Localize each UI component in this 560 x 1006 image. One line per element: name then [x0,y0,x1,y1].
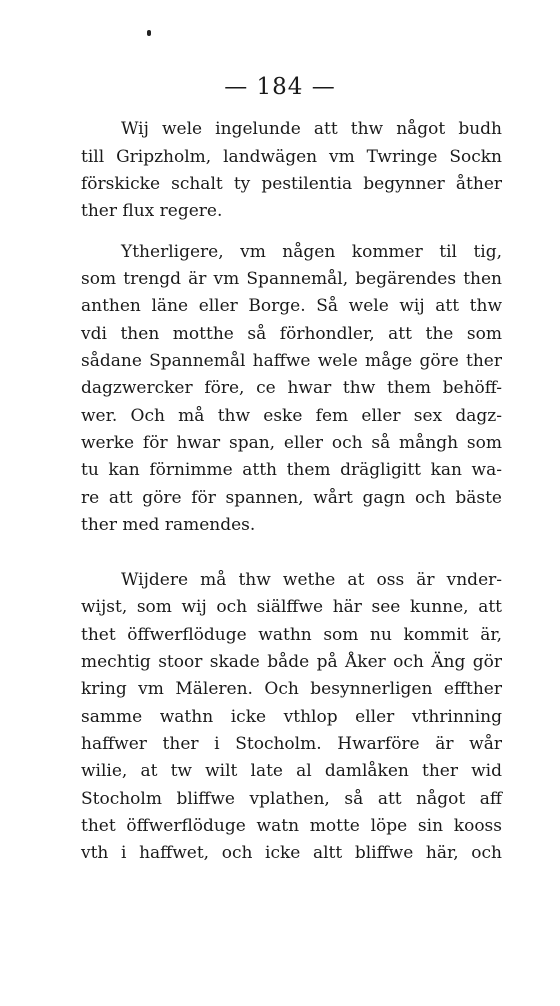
text-line: re att göre för spannen, wårt gagn och bäste [81,488,502,508]
text-line: haffwer ther i Stocholm. Hwarföre är wår [81,734,502,754]
text-line: vth i haffwet, och icke altt bliffwe här, och [81,843,502,863]
text-line: Wij wele ingelunde att thw något budh [121,119,502,139]
text-line: anthen läne eller Borge. Så wele wij att thw [81,296,502,316]
ink-speck [147,30,151,36]
text-line: wer. Och må thw eske fem eller sex dagz- [81,406,502,426]
text-line: ther flux regere. [81,201,223,221]
text-line: mechtig stoor skade både på Åker och Äng gör [81,652,502,672]
text-line: förskicke schalt ty pestilentia begynner åther [81,174,502,194]
text-line: kring vm Mäleren. Och besynnerligen effther [81,679,502,699]
text-line: som trengd är vm Spannemål, begärendes then [81,269,502,289]
text-line: thet öffwerflöduge wathn som nu kommit är, [81,625,502,645]
text-line: ther med ramendes. [81,515,256,535]
page-number: — 184 — [224,74,336,100]
text-line: dagzwercker före, ce hwar thw them behöff- [81,378,502,398]
text-line: wilie, at tw wilt late al damlåken ther wid [81,761,502,781]
text-line: samme wathn icke vthlop eller vthrinning [81,707,502,727]
text-line: Stocholm bliffwe vplathen, så att något aff [81,789,502,809]
text-line: wijst, som wij och siälffwe här see kunne, att [81,597,502,617]
text-line: werke för hwar span, eller och så mångh som [81,433,502,453]
text-line: sådane Spannemål haffwe wele måge göre ther [81,351,502,371]
text-line: Ytherligere, vm någen kommer til tig, [121,242,502,262]
text-line: Wijdere må thw wethe at oss är vnder- [121,570,502,590]
text-line: thet öffwerflöduge watn motte löpe sin kooss [81,816,502,836]
text-line: vdi then motthe så förhondler, att the som [81,324,502,344]
text-line: till Gripzholm, landwägen vm Twringe Sockn [81,147,502,167]
text-line: tu kan förnimme atth them drägligitt kan wa- [81,460,502,480]
